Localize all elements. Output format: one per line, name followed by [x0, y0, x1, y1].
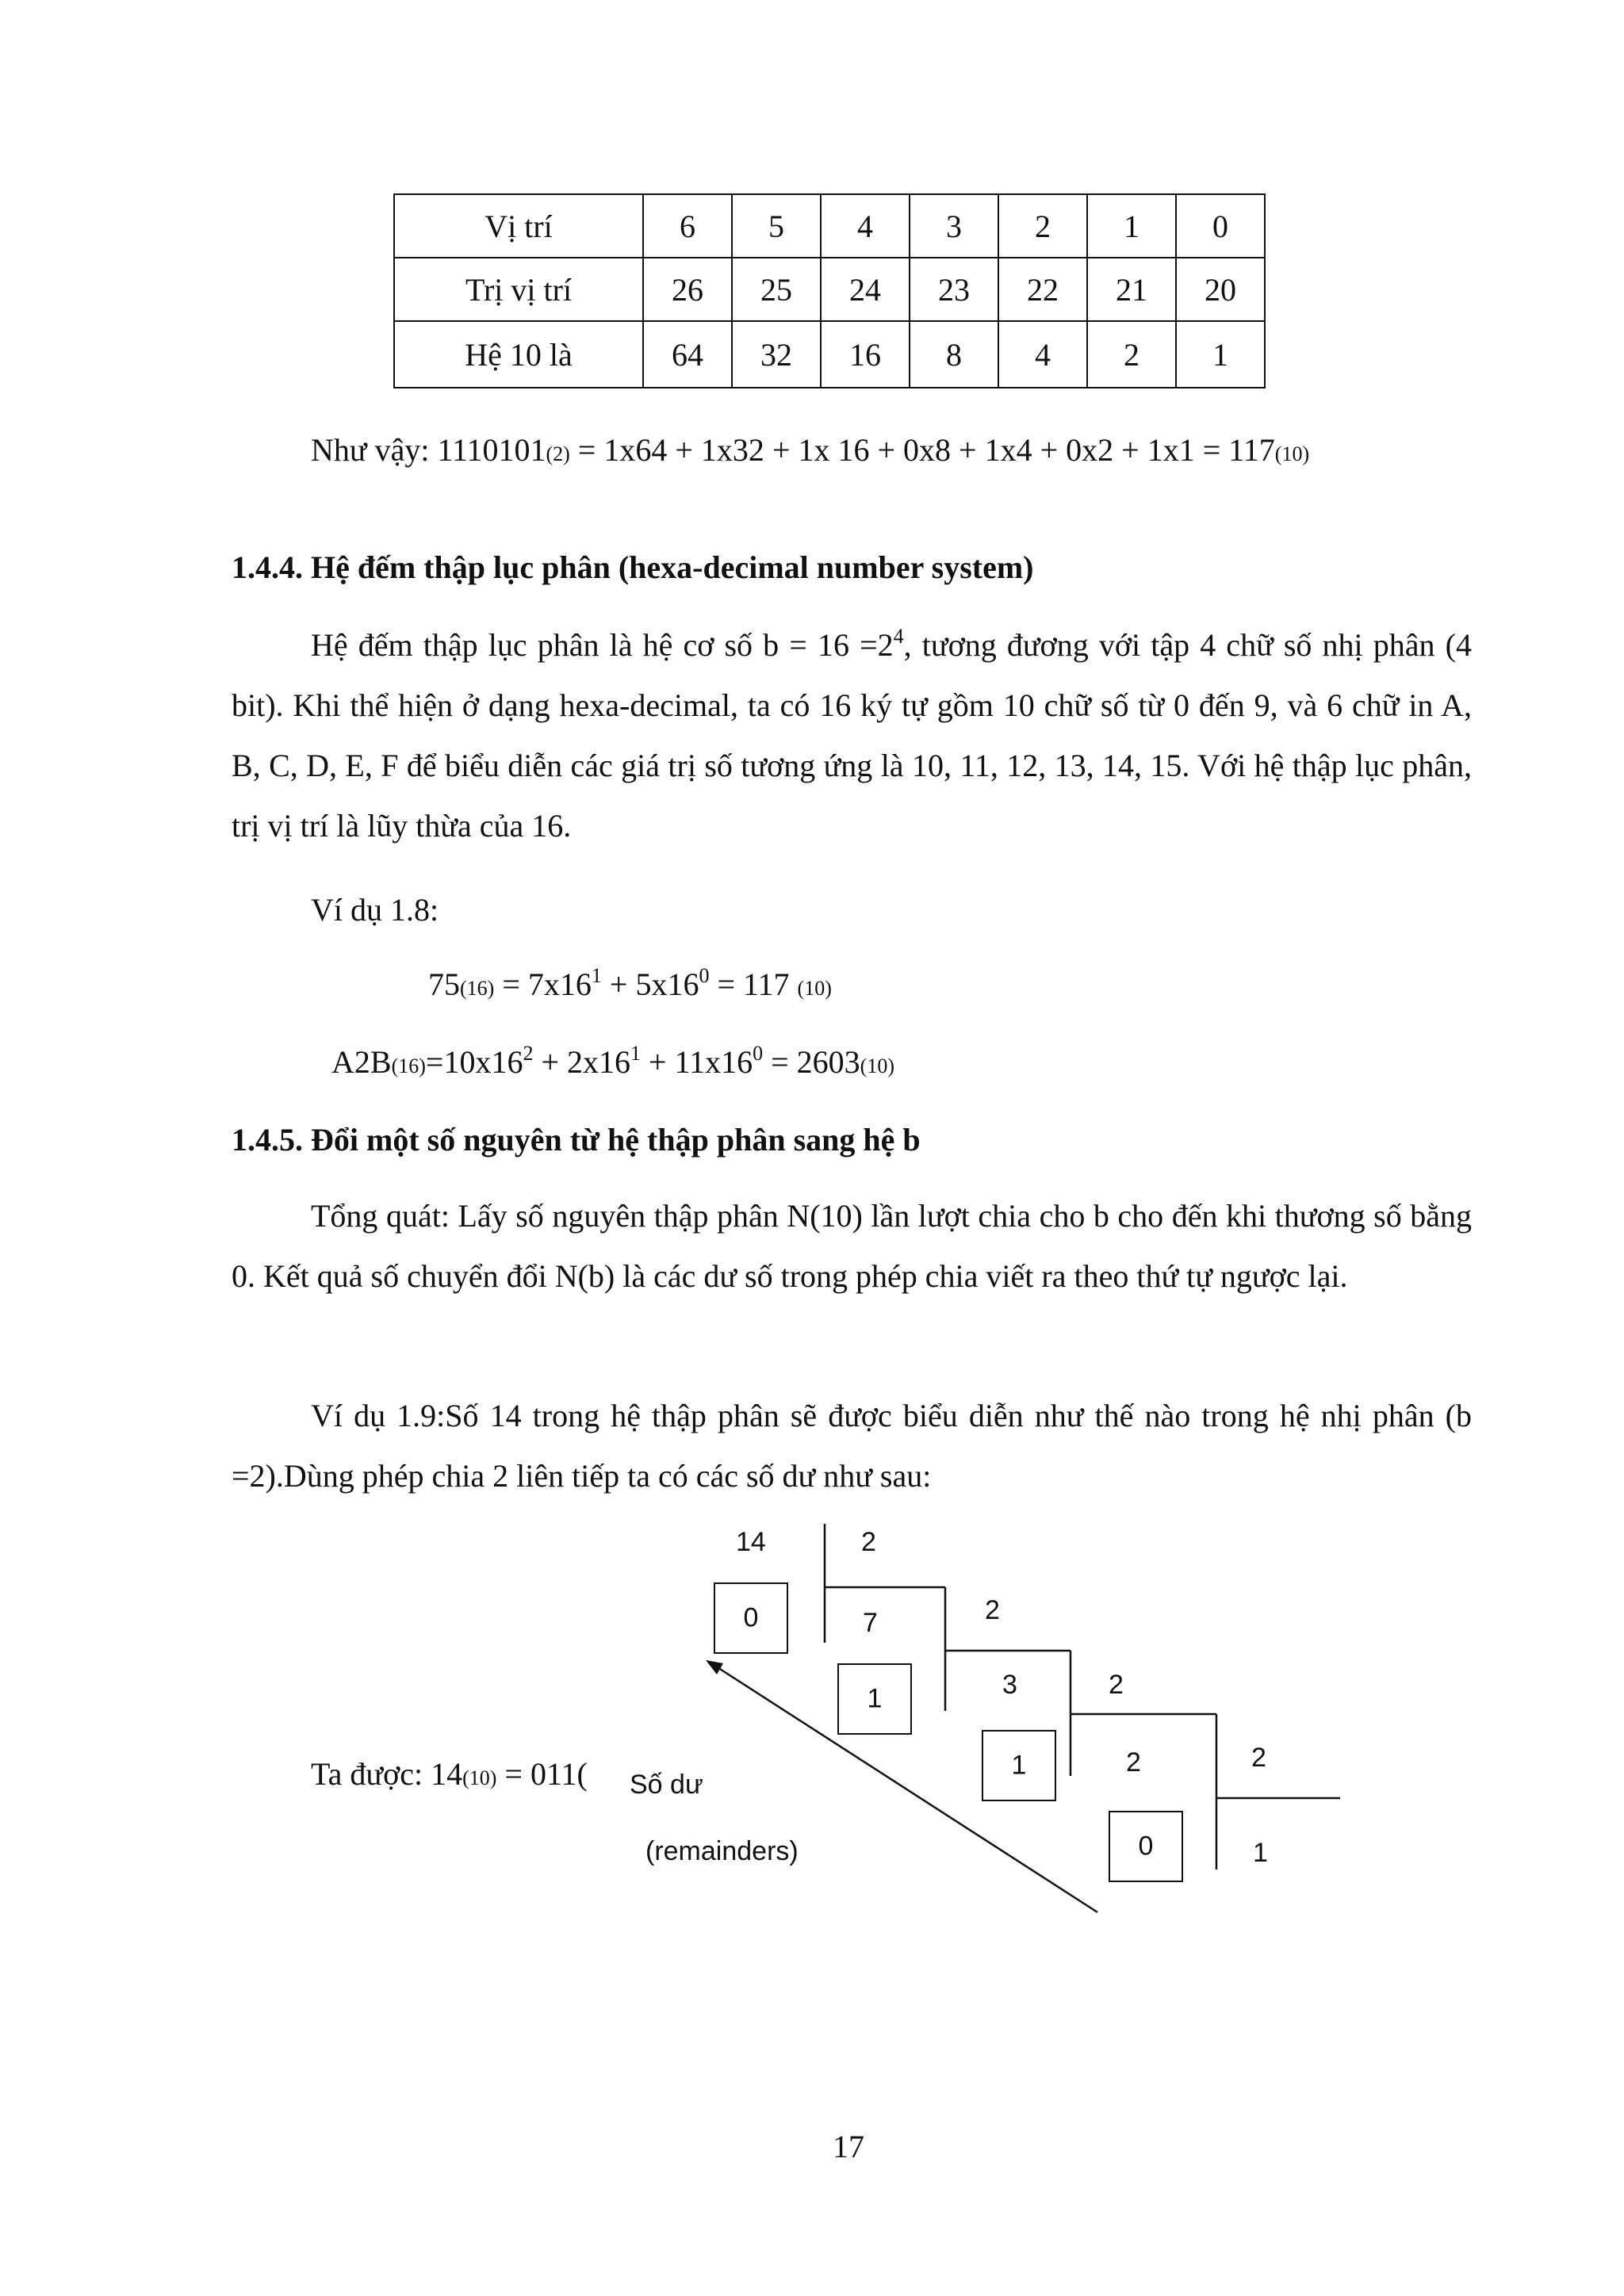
divisor-label: 2: [985, 1595, 1000, 1625]
table-cell: 2: [998, 194, 1087, 258]
remainder-box: [837, 1663, 912, 1735]
table-cell: 24: [821, 258, 910, 321]
subscript: (10): [797, 977, 832, 1000]
table-cell: 23: [910, 258, 998, 321]
quotient-2: 2: [1126, 1747, 1141, 1777]
superscript: 4: [893, 625, 904, 648]
table-cell: 5: [732, 194, 821, 258]
divisor-label: 2: [1109, 1670, 1124, 1700]
paragraph-text: Tổng quát: Lấy số nguyên thập phân N(10) lần lượt chia cho b cho đến khi thương số bằng 0. Kết quả số chuyển đổi N(b) là các dư số trong phép chia viết ra theo thứ tự ngược lại.: [232, 1198, 1472, 1294]
paragraph-general: [232, 1186, 1472, 1307]
superscript: 1: [591, 964, 602, 987]
equation-text: = 117: [709, 966, 798, 1002]
equation-text: + 2x16: [533, 1044, 631, 1080]
table-cell: 8: [910, 321, 998, 388]
quotient-3: 3: [1002, 1670, 1017, 1700]
paragraph-example-1-9: [232, 1386, 1472, 1506]
remainder-value: 1: [867, 1683, 883, 1714]
table-cell: 32: [732, 321, 821, 388]
paragraph-text: Hệ đếm thập lục phân là hệ cơ số b = 16 =2: [311, 627, 894, 663]
subscript: (16): [460, 977, 495, 1000]
superscript: 1: [630, 1042, 642, 1065]
paragraph-text: , tương đương với tập 4 chữ số nhị phân (4 bit). Khi thể hiện ở dạng hexa-decimal, ta có 16 ký tự gồm 10 chữ số từ 0 đến 9, và 6 chữ in A, B, C, D, E, F để biểu diễn các giá trị số tương ứng là 10, 11, 12, 13, 14, 15. Với hệ thập lục phân, trị vị trí là lũy thừa của 16.: [232, 627, 1472, 844]
equation-text: + 5x16: [601, 966, 699, 1002]
equation-text: = 7x16: [494, 966, 592, 1002]
binary-conversion-line: [311, 434, 1309, 466]
superscript: 2: [523, 1042, 534, 1065]
remainder-box: [1109, 1811, 1183, 1882]
quotient-1: 1: [1253, 1838, 1268, 1868]
table-cell: 64: [643, 321, 732, 388]
divisor-label: 2: [861, 1527, 876, 1557]
row-label: Trị vị trí: [394, 258, 643, 321]
subscript: (10): [860, 1054, 894, 1077]
arrow-head-icon: [706, 1660, 723, 1674]
result-line: [311, 1758, 588, 1790]
section-heading-1-4-5: 1.4.5. Đổi một số nguyên từ hệ thập phân sang hệ b: [232, 1122, 921, 1158]
table-cell: 0: [1176, 194, 1265, 258]
quotient-7: 7: [863, 1608, 878, 1638]
equation-text: + 11x16: [641, 1044, 753, 1080]
section-heading-1-4-4: 1.4.4. Hệ đếm thập lục phân (hexa-decimal number system): [232, 549, 1034, 585]
page-number: 17: [833, 2129, 864, 2164]
remainder-value: 0: [743, 1602, 759, 1633]
subscript: (10): [1274, 442, 1310, 465]
subscript: (10): [462, 1766, 497, 1789]
equation-text: A2B: [331, 1044, 392, 1080]
remainder-value: 1: [1011, 1750, 1027, 1781]
equation-text: = 2603: [763, 1044, 860, 1080]
table-cell: 16: [821, 321, 910, 388]
hex-equation-1: [428, 964, 832, 1002]
table-cell: 3: [910, 194, 998, 258]
table-row: [394, 321, 1265, 388]
remainder-box: [982, 1730, 1056, 1801]
table-cell: 4: [821, 194, 910, 258]
paragraph-text: Ví dụ 1.9:Số 14 trong hệ thập phân sẽ được biểu diễn như thế nào trong hệ nhị phân (b =2).Dùng phép chia 2 liên tiếp ta có các số dư như sau:: [232, 1398, 1472, 1494]
table-cell: 1: [1087, 194, 1176, 258]
table-cell: 2: [1087, 321, 1176, 388]
superscript: 0: [753, 1042, 764, 1065]
equation-text: =10x16: [425, 1044, 523, 1080]
dividend-14: 14: [736, 1527, 766, 1557]
remainder-box: [714, 1582, 788, 1654]
remainders-label: Số dư: [626, 1770, 707, 1803]
table-cell: 26: [643, 258, 732, 321]
table-cell: 25: [732, 258, 821, 321]
equation-text: = 1x64 + 1x32 + 1x 16 + 0x8 + 1x4 + 0x2 + 1x1 = 117: [569, 432, 1275, 468]
equation-text: = 011(: [496, 1756, 588, 1792]
row-label: Hệ 10 là: [394, 321, 643, 388]
row-label: Vị trí: [394, 194, 643, 258]
table-row: [394, 194, 1265, 258]
subscript: (2): [546, 442, 570, 465]
table-cell: 1: [1176, 321, 1265, 388]
table-cell: 21: [1087, 258, 1176, 321]
remainders-label-en: (remainders): [645, 1836, 799, 1866]
subscript: (16): [391, 1054, 426, 1077]
table-cell: 6: [643, 194, 732, 258]
equation-text: Như vậy: 1110101: [311, 432, 546, 468]
table-row: [394, 258, 1265, 321]
example-label-1-8: Ví dụ 1.8:: [311, 892, 439, 928]
equation-text: 75: [428, 966, 460, 1002]
table-cell: 4: [998, 321, 1087, 388]
equation-text: Ta được: 14: [311, 1756, 463, 1792]
table-cell: 22: [998, 258, 1087, 321]
remainder-value: 0: [1138, 1831, 1154, 1862]
superscript: 0: [699, 964, 710, 987]
table-cell: 20: [1176, 258, 1265, 321]
divisor-label: 2: [1251, 1743, 1266, 1773]
positional-value-table: [393, 193, 1266, 388]
hex-equation-2: [331, 1042, 894, 1080]
paragraph-hex: [232, 615, 1472, 856]
